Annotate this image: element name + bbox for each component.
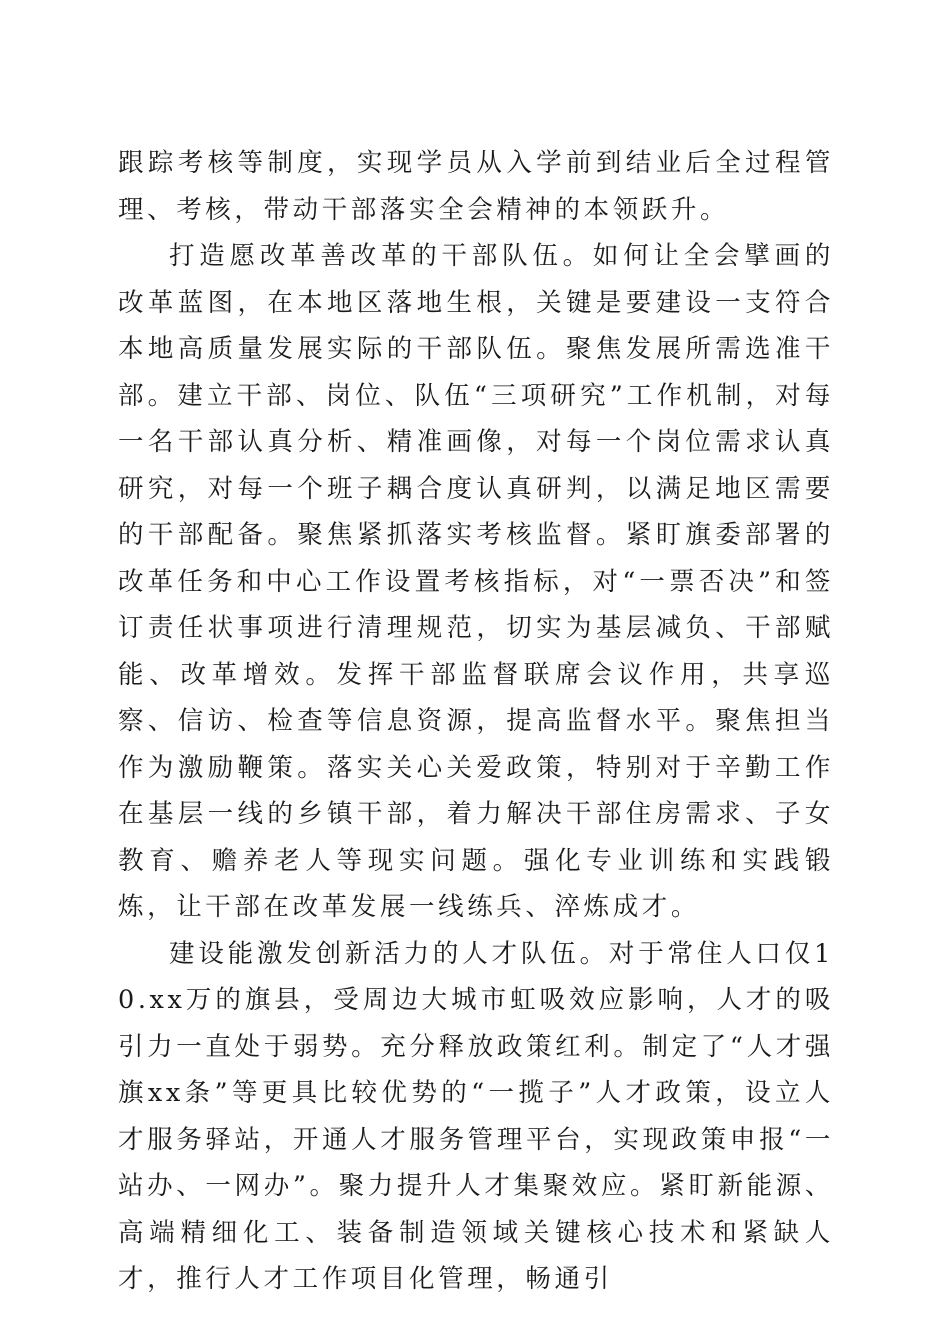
paragraph-talent-team: 建设能激发创新活力的人才队伍。对于常住人口仅10.xx万的旗县，受周边大城市虹吸效应影响，人才的吸引力一直处于弱势。充分释放政策红利。制定了“人才强旗xx条”等更具比较优势的“一揽子”人才政策，设立人才服务驿站，开通人才服务管理平台，实现政策申报“一站办、一网办”。聚力提升人才集聚效应。紧盯新能源、高端精细化工、装备制造领域关键核心技术和紧缺人才，推行人才工作项目化管理，畅通引	[118, 938, 834, 1294]
document-body	[118, 140, 834, 1303]
paragraph-cadre-team: 打造愿改革善改革的干部队伍。如何让全会擘画的改革蓝图，在本地区落地生根，关键是要建设一支符合本地高质量发展实际的干部队伍。聚焦发展所需选准干部。建立干部、岗位、队伍“三项研究”工作机制，对每一名干部认真分析、精准画像，对每一个岗位需求认真研究，对每一个班子耦合度认真研判，以满足地区需要的干部配备。聚焦紧抓落实考核监督。紧盯旗委部署的改革任务和中心工作设置考核指标，对“一票否决”和签订责任状事项进行清理规范，切实为基层减负、干部赋能、改革增效。发挥干部监督联席会议作用，共享巡察、信访、检查等信息资源，提高监督水平。聚焦担当作为激励鞭策。落实关心关爱政策，特别对于辛勤工作在基层一线的乡镇干部，着力解决干部住房需求、子女教育、赡养老人等现实问题。强化专业训练和实践锻炼，让干部在改革发展一线练兵、淬炼成才。	[118, 241, 834, 922]
paragraph-continuation: 跟踪考核等制度，实现学员从入学前到结业后全过程管理、考核，带动干部落实全会精神的本领跃升。	[118, 148, 834, 225]
